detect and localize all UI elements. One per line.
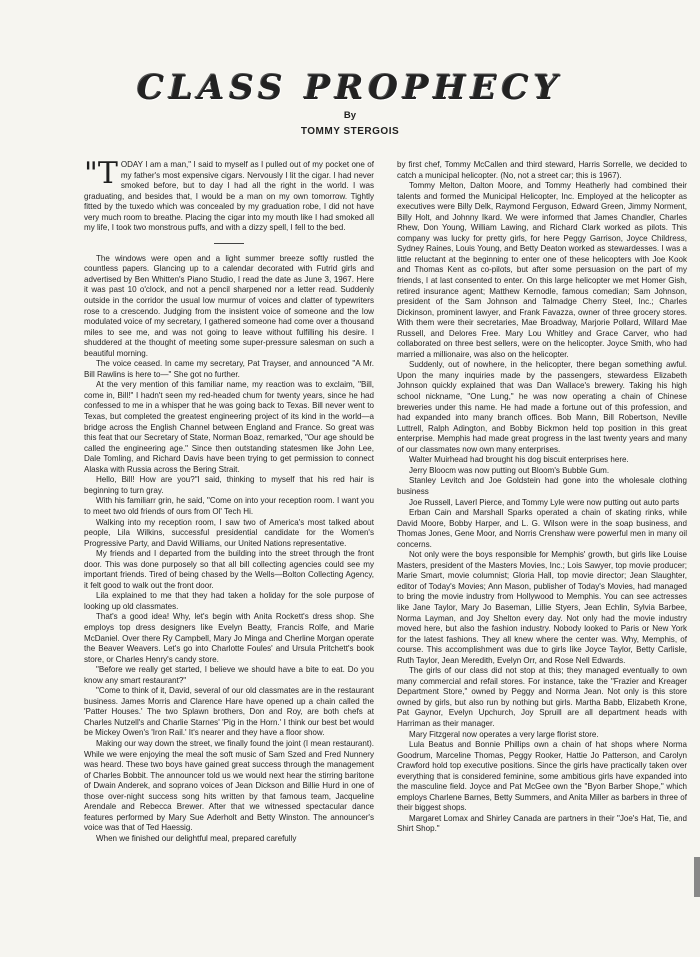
paragraph: Not only were the boys responsible for Memphis' growth, but girls like Louise Masters, president of the Masters Movies, Inc.; Lois Sawyer, top movie producer; Marie Smart, movie columnist; Gloria Hall, top movie director; Jean Slaughter, editor of Today's Movies; Ann Mason, publisher of Today's Movies, had managed to bring the movie industry from Hollywood to Memphis. You can see actresses like Jane Taylor, Mary Jo Baseman, Lillie Styers, Jean Echlin, Sylvia Barbee, Norma Layman, and Joy Shelton every day. Not only had the movie industry moved here, but also the fashion industry. Nobody looked to Paris or New York for the latest fashions. They all knew where the center was. Why, Memphis, of course. This accomplishment was due to girls like Joyce Taylor, Betty Carlisle, Ruth Taylor, Jean Meredith, Evelyn Orr, and Rose Nell Edwards. [397,550,687,665]
paragraph: Margaret Lomax and Shirley Canada are partners in their "Joe's Hat, Tie, and Shirt Shop." [397,813,687,834]
paragraph: When we finished our delightful meal, prepared carefully [96,833,297,843]
paragraph: Stanley Levitch and Joe Goldstein had gone into the wholesale clothing business [397,476,687,496]
paragraph: "Come to think of it, David, several of our old classmates are in the restaurant business. James Morris and Clarence Hare have opened up a chain called the 'Patter Houses.' The two Splawn brothers, Don and Roy, are both chefs at Charles Nutzell's and Charlie Starnes' 'Pig in the Horn.' I think our best bet would be Mickey Owen's 'Iron Rail.' It's nearer and they have a floor show. [84,686,374,738]
drop-cap: "T [84,156,118,191]
paragraph: Walter Muirhead had brought his dog biscuit enterprises here. [409,455,629,465]
paragraph: At the very mention of this familiar name, my reaction was to exclaim, "Bill, come in, Bill!" I hadn't seen my red-headed chum for twenty years, since he had confessed to me in a whisper that he was going back to Texas. Bill never went to Texas, but completed the greatest engineering project of its kind in the world—a bridge across the English Channel between England and France. So great was this feat that our Secretary of State, Norman Boaz, remarked, "Our age should be called the engineering age." Since then outstanding statesmen like John Lee, Dale Tomling, and Richard Davis have been trying to get permission to connect Alaska with Russia across the Bering Strait. [84,380,375,474]
paragraph: My friends and I departed from the building into the street through the front door. This was done purposely so that all bill collecting agencies could see my important friends. Tired of being chased by the Wells—Bolton Collecting Agency, it felt good to walk out the front door. [84,549,374,590]
paragraph: Mary Fitzgeral now operates a very large florist store. [409,729,599,739]
paragraph: "Before we really get started, I believe we should have a bite to eat. Do you know any smart restaurant?" [84,665,374,685]
page-edge-mark [694,857,700,897]
paragraph: Joe Russell, Laverl Pierce, and Tommy Lyle were now putting out auto parts [409,497,680,507]
paragraph: Making our way down the street, we finally found the joint (I mean restaurant). While we were enjoying the meal the soft music of Sam Szed and Fred Nunnery was heard. These two boys have gained great success through the management of Charles Bobbit. The announcer told us we would next hear the stirring baritone of Dwain Anderek, and soprano voices of Jean Dickson and Billie Hurd in one of those over-night success song hits written by that famous team, Jacqueline Arendale and Rebecca Brewer. After that we witnessed spectacular dance features performed by Mary Sue Aderholt and Betty Winston. The announcer's voice was that of Ted Haessig. [84,738,374,833]
left-column [84,156,375,844]
paragraph: Tommy Melton, Dalton Moore, and Tommy Heatherly had combined their talents and formed the Municipal Helicopter, Inc. Employed at the helicopter as executives were Billy Delk, Raymond Ferguson, Edward Green, Jimmy Norment, Billy Holt, and Johnny Ikard. We were informed that James Chandler, Charles Rhew, Don Young, William Lawing, and Richard Clark worked as pilots. This company was lucky for pretty girls, for here Peggy Garrison, Joyce Childress, Sydney Raines, Louis Young, and Betty Deaton worked as stewardesses. I was a little reluctant at the beginning to enter one of these helicopters with Joe Kook and Thomas Kent as co-pilots, but after some persuasion on the part of my friends, I at last consented to enter. On this large helicopter we met Homer Gish, retired insurance agent; Matthew Kernodle, famous comedian; Sam Johnson, president of the Sam Johnson and Talmadge Cherry Steel, Inc.; Charles Dickinson, prominent lawyer, and Frank Favazza, owner of three grocery stores. With them were their secretaries, Mae Broadway, Marjorie Pollard, Willard Mae Russell, and Delores Free. Mary Lou Whitley and Grace Carver, who had collaborated on three best sellers, were on the helicopter. Joyce Smith, who had married a millionaire, was also on the helicopter. [397,181,687,359]
paragraph: by first chef, Tommy McCallen and third steward, Harris Sorrelle, we decided to catch a municipal helicopter. (No, not a street car; this is 1967). [397,160,687,180]
paragraph: Jerry Bloocm was now putting out Bloom's Bubble Gum. [409,465,610,475]
paragraph: Lila explained to me that they had taken a holiday for the sole purpose of looking up old classmates. [84,591,374,611]
paragraph: Suddenly, out of nowhere, in the helicopter, there began something awful. Upon the many inquiries made by the passengers, stewardess Elizabeth Johnson quickly explained that was Dan Wallace's brewery. Taking his high school nickname, "One Lung," he was now operating a chain of Chinese breweries under this name. He had made a fortune out of this profession, and had expanded into many branch offices. Bob Mann, Bill Robertson, Neville Luttrell, Ralph Adington, and Bobby Bickmon held top position in this great enterprise. Memphis had made great progress in the last twenty years and many of our classmates now own many enterprises. [397,360,687,454]
paragraph: Erban Cain and Marshall Sparks operated a chain of skating rinks, while David Moore, Bobby Harper, and L. G. Wilson were in the soap business, and Thomas Jones, Gene Moor, and Norris Crenshaw were powerful men in many oil concerns. [397,508,687,549]
paragraph: Hello, Bill! How are you?"I said, thinking to myself that his red hair is beginning to turn gray. [84,475,374,495]
paragraph: Lula Beatus and Bonnie Phillips own a chain of hat shops where Norma Goodrum, Marceline Thomas, Peggy Rooker, Hattie Jo Patterson, and Carolyn Crawford hold top executive positions. Since the girls have practically taken over everything that is considered feminine, some ambitious girls have expanded into the masculine field. Joyce and Pat McGee own the "Byon Barber Shope," which employs Charlene Barnes, Betty Summers, and Anita Miller as barbers in three of their biggest shops. [397,740,687,813]
paragraph: Walking into my reception room, I saw two of America's most talked about people, Lila Wilkins, successful presidential candidate for the Women's Progressive Party, and David Williams, our United Nations representative. [84,517,374,548]
section-divider [214,243,244,244]
byline-label: By [343,110,357,121]
paragraph: The voice ceased. In came my secretary, Pat Trayser, and announced "A Mr. Bill Rawlins is here to—" She got no further. [84,359,374,379]
page-title: CLASS PROPHECY [137,68,563,108]
paragraph: The girls of our class did not stop at this; they managed eventually to own many commercial and refail stores. For instance, take the "Frazier and Kreager Department Store," owned by Peggy and Norma Jean. Not only is this store owned by girls, but also run by nothing but girls. Martha Babb, Elizabeth Krone, Pat Gaynor, Evelyn Upchurch, Joy Spruill are all department heads with Harriman as their manager. [397,666,687,728]
author-name: TOMMY STERGOIS [300,126,400,137]
paragraph: That's a good idea! Why, let's begin with Anita Rockett's dress shop. She employs top dress designers like Evelyn Beatty, Francis Rolfe, and Marie McDaniel. Over there Ry Campbell, Mary Jo Minga and Cherline Morgan operate the Beaver Weavers. Let's go into Charlotte Foules' and Ursula Pritchett's book store, or Charles Henry's candy store. [84,612,374,664]
right-column [397,160,687,835]
opening-paragraph: "T ODAY I am a man," I said to myself as I pulled out of my pocket one of my father's most expensive cigars. Nervously I lit the cigar. I had never smoked before, but to day I had all the right in the world. I was graduating, and besides that, I would be a man on my own tomorrow. Tightly fitted by the tuxedo which was concealed by my graduation robe, I did not have very much room to breathe. Placing the cigar into my mouth like I had smoked all my life, I took two monstrous puffs, and with a dizzy spell, I fell to the bed. [84,156,374,233]
paragraph: With his familiarr grin, he said, "Come on into your reception room. I want you to meet two old friends of ours from Ol' Tech Hi. [84,496,374,516]
paragraph: The windows were open and a light summer breeze softly rustled the countless papers. Glancing up to a calendar decorated with Futrid girls and advertised by Ben Whitten's Piano Studio, I read the date as June 3, 1967. Here it was past 10 o'clock, and not a pencil sharpened nor a letter read. Suddenly outside in the corridor the usual low murmur of voices and clatter of typewriters rose to a crescendo. Judging from the insistent voice of someone and the low modulated voice of my secretary, I gathered someone had come over a thousand miles to see me, and was not going to leave without fulfilling his desire. I shuddered at the thought of meeting some super-pressure salesman on such a beautiful morning. [84,253,374,358]
